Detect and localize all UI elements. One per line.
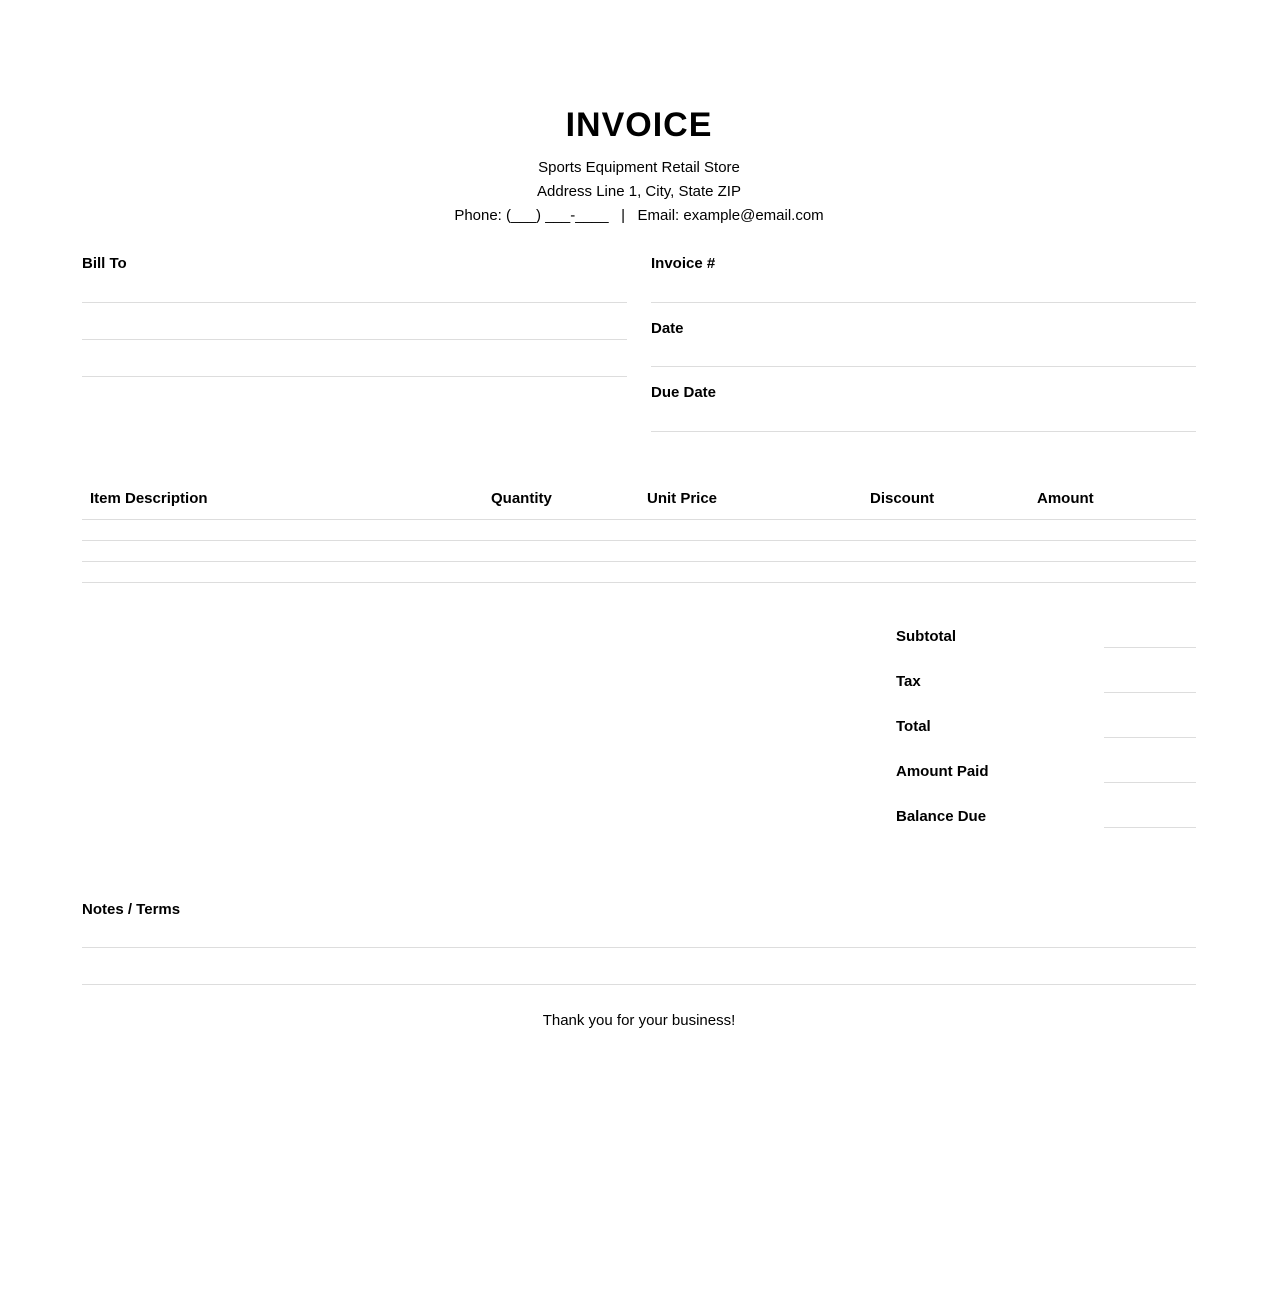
notes-line[interactable] [82, 947, 1196, 948]
notes-label: Notes / Terms [82, 901, 181, 918]
company-name: Sports Equipment Retail Store [538, 159, 740, 176]
phone: Phone: (___) ___-____ [454, 207, 609, 224]
bill-to-line[interactable] [82, 302, 627, 303]
table-row[interactable] [82, 582, 1196, 583]
column-header-unit-price: Unit Price [647, 490, 718, 507]
amount-paid-label: Amount Paid [896, 763, 989, 780]
separator: | [621, 207, 626, 224]
invoice-number-label: Invoice # [651, 255, 716, 272]
bill-to-label: Bill To [82, 255, 127, 272]
column-header-discount: Discount [870, 490, 935, 507]
table-row[interactable] [82, 561, 1196, 562]
bill-to-line[interactable] [82, 339, 627, 340]
tax-label: Tax [896, 673, 921, 690]
date-label: Date [651, 320, 684, 337]
column-header-description: Item Description [90, 490, 208, 507]
table-header-divider [82, 519, 1196, 520]
invoice-number-field[interactable] [651, 302, 1196, 303]
balance-due-field[interactable] [1104, 827, 1196, 828]
amount-paid-field[interactable] [1104, 782, 1196, 783]
table-row[interactable] [82, 540, 1196, 541]
column-header-quantity: Quantity [491, 490, 552, 507]
invoice-title: INVOICE [565, 106, 713, 144]
tax-field[interactable] [1104, 692, 1196, 693]
company-address: Address Line 1, City, State ZIP [537, 183, 741, 200]
total-label: Total [896, 718, 931, 735]
due-date-field[interactable] [651, 431, 1196, 432]
column-header-amount: Amount [1037, 490, 1094, 507]
notes-line[interactable] [82, 984, 1196, 985]
bill-to-line[interactable] [82, 376, 627, 377]
due-date-label: Due Date [651, 384, 717, 401]
balance-due-label: Balance Due [896, 808, 987, 825]
subtotal-field[interactable] [1104, 647, 1196, 648]
total-field[interactable] [1104, 737, 1196, 738]
subtotal-label: Subtotal [896, 628, 956, 645]
thank-you-message: Thank you for your business! [542, 1012, 736, 1029]
date-field[interactable] [651, 366, 1196, 367]
contact-line [0, 207, 1278, 224]
email: Email: example@email.com [637, 207, 824, 224]
